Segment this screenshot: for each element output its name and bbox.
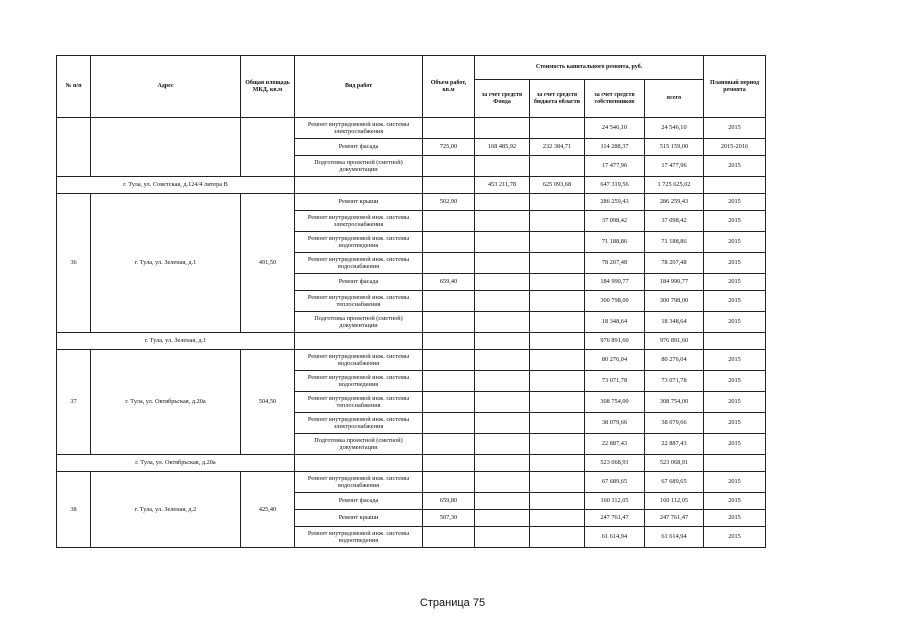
cell-fund xyxy=(475,211,530,232)
cell-owners: 17 477,96 xyxy=(585,156,645,177)
cell-region xyxy=(530,291,585,312)
cell-period: 2015 xyxy=(704,413,766,434)
cell-region: 232 384,71 xyxy=(530,139,585,156)
cell-work: Ремонт внутридомовой инж. системы теплоснабжения xyxy=(295,392,423,413)
cell-area xyxy=(241,118,295,177)
cell-work: Ремонт внутридомовой инж. системы электроснабжения xyxy=(295,413,423,434)
cell-period: 2015 xyxy=(704,350,766,371)
total-total: 1 725 625,02 xyxy=(645,177,704,194)
cell-owners: 300 798,00 xyxy=(585,291,645,312)
cell-fund xyxy=(475,274,530,291)
cell-period: 2015 xyxy=(704,527,766,548)
cell-address xyxy=(91,118,241,177)
cell-volume xyxy=(423,177,475,194)
cell-period: 2015 xyxy=(704,232,766,253)
cell-work: Ремонт внутридомовой инж. системы водоснабжения xyxy=(295,350,423,371)
total-owners: 976 891,60 xyxy=(585,333,645,350)
cell-work xyxy=(295,177,423,194)
cell-volume xyxy=(423,232,475,253)
cell-period: 2015 xyxy=(704,253,766,274)
cell-fund xyxy=(475,392,530,413)
cell-work: Ремонт внутридомовой инж. системы водоснабжения xyxy=(295,472,423,493)
cell-volume xyxy=(423,413,475,434)
cell-volume xyxy=(423,350,475,371)
cell-fund xyxy=(475,371,530,392)
cell-region xyxy=(530,434,585,455)
cell-address: г. Тула, ул. Октябрьская, д.20а xyxy=(91,350,241,455)
cell-region xyxy=(530,527,585,548)
cell-total: 308 754,00 xyxy=(645,392,704,413)
cell-work: Подготовка проектной (сметной) документации xyxy=(295,434,423,455)
cell-work: Ремонт внутридомовой инж. системы электроснабжения xyxy=(295,211,423,232)
cell-owners: 114 288,37 xyxy=(585,139,645,156)
cell-volume xyxy=(423,472,475,493)
cell-work: Ремонт фасада xyxy=(295,139,423,156)
cell-region xyxy=(530,211,585,232)
cell-total: 300 798,00 xyxy=(645,291,704,312)
header-fund: за счет средств Фонда xyxy=(475,80,530,118)
cell-owners: 24 546,10 xyxy=(585,118,645,139)
cell-volume xyxy=(423,527,475,548)
cell-fund xyxy=(475,194,530,211)
cell-region xyxy=(530,253,585,274)
cell-period: 2015 xyxy=(704,312,766,333)
total-fund xyxy=(475,333,530,350)
cell-period: 2015 xyxy=(704,211,766,232)
cell-owners: 247 761,47 xyxy=(585,510,645,527)
total-fund xyxy=(475,455,530,472)
cell-region xyxy=(530,194,585,211)
cell-fund xyxy=(475,156,530,177)
page-number: Страница 75 xyxy=(419,597,486,609)
cell-work: Ремонт внутридомовой инж. системы водоотведения xyxy=(295,232,423,253)
cell-total: 73 071,78 xyxy=(645,371,704,392)
cell-work: Ремонт фасада xyxy=(295,493,423,510)
cell-fund xyxy=(475,472,530,493)
cell-period: 2015 xyxy=(704,472,766,493)
cell-period: 2015 xyxy=(704,118,766,139)
cell-owners: 73 071,78 xyxy=(585,371,645,392)
total-region xyxy=(530,333,585,350)
cell-total: 24 546,10 xyxy=(645,118,704,139)
total-fund: 453 211,78 xyxy=(475,177,530,194)
cell-period: 2015 xyxy=(704,156,766,177)
cell-total: 67 689,65 xyxy=(645,472,704,493)
table-row xyxy=(57,194,766,211)
cell-work xyxy=(295,333,423,350)
cell-owners: 18 348,64 xyxy=(585,312,645,333)
cell-work: Ремонт фасада xyxy=(295,274,423,291)
table-header-row xyxy=(57,56,766,80)
total-owners: 647 319,56 xyxy=(585,177,645,194)
cell-period: 2015 xyxy=(704,510,766,527)
cell-volume xyxy=(423,333,475,350)
cell-region xyxy=(530,413,585,434)
cell-fund xyxy=(475,434,530,455)
cell-total: 61 614,94 xyxy=(645,527,704,548)
total-row xyxy=(57,333,766,350)
cell-owners: 37 098,42 xyxy=(585,211,645,232)
cell-work xyxy=(295,455,423,472)
cell-total: 160 112,05 xyxy=(645,493,704,510)
cell-volume xyxy=(423,312,475,333)
total-region: 625 093,68 xyxy=(530,177,585,194)
cell-region xyxy=(530,118,585,139)
cell-owners: 184 990,77 xyxy=(585,274,645,291)
cell-owners: 80 276,04 xyxy=(585,350,645,371)
cell-region xyxy=(530,392,585,413)
cell-num xyxy=(57,118,91,177)
cell-volume xyxy=(423,392,475,413)
cell-region xyxy=(530,274,585,291)
cell-work: Подготовка проектной (сметной) документации xyxy=(295,156,423,177)
cell-volume: 659,80 xyxy=(423,493,475,510)
total-address: г. Тула, ул. Зеленая, д.1 xyxy=(57,333,295,350)
cell-work: Ремонт внутридомовой инж. системы электроснабжения xyxy=(295,118,423,139)
cell-region xyxy=(530,493,585,510)
cell-period xyxy=(704,333,766,350)
capital-repair-table xyxy=(56,55,766,548)
cell-owners: 38 079,66 xyxy=(585,413,645,434)
cell-work: Ремонт внутридомовой инж. системы водоотведения xyxy=(295,527,423,548)
cell-work: Подготовка проектной (сметной) документации xyxy=(295,312,423,333)
cell-fund xyxy=(475,291,530,312)
cell-address: г. Тула, ул. Зеленая, д.2 xyxy=(91,472,241,548)
cell-total: 184 990,77 xyxy=(645,274,704,291)
total-total: 976 891,60 xyxy=(645,333,704,350)
cell-total: 247 761,47 xyxy=(645,510,704,527)
cell-region xyxy=(530,350,585,371)
cell-num: 37 xyxy=(57,350,91,455)
cell-volume: 502,90 xyxy=(423,194,475,211)
cell-volume xyxy=(423,455,475,472)
cell-fund xyxy=(475,253,530,274)
cell-period: 2015 xyxy=(704,371,766,392)
cell-period: 2015 xyxy=(704,274,766,291)
cell-total: 18 348,64 xyxy=(645,312,704,333)
cell-region xyxy=(530,156,585,177)
cell-num: 38 xyxy=(57,472,91,548)
cell-period: 2015 xyxy=(704,392,766,413)
table-row xyxy=(57,350,766,371)
cell-volume: 507,30 xyxy=(423,510,475,527)
cell-volume: 659,40 xyxy=(423,274,475,291)
cell-region xyxy=(530,510,585,527)
cell-fund xyxy=(475,493,530,510)
total-owners: 523 068,91 xyxy=(585,455,645,472)
cell-period xyxy=(704,455,766,472)
cell-fund xyxy=(475,118,530,139)
cell-owners: 22 887,43 xyxy=(585,434,645,455)
cell-area: 504,50 xyxy=(241,350,295,455)
cell-period: 2015 xyxy=(704,434,766,455)
cell-total: 515 159,00 xyxy=(645,139,704,156)
header-cost-group: Стоимость капитального ремонта, руб. xyxy=(475,56,704,80)
table-row xyxy=(57,118,766,139)
cell-owners: 67 689,65 xyxy=(585,472,645,493)
header-work: Вид работ xyxy=(295,56,423,118)
cell-address: г. Тула, ул. Зеленая, д.1 xyxy=(91,194,241,333)
cell-fund: 168 485,92 xyxy=(475,139,530,156)
total-total: 523 068,91 xyxy=(645,455,704,472)
header-num: № п/п xyxy=(57,56,91,118)
cell-area: 425,40 xyxy=(241,472,295,548)
cell-region xyxy=(530,232,585,253)
cell-owners: 78 207,48 xyxy=(585,253,645,274)
header-owners: за счет средств собственников xyxy=(585,80,645,118)
total-row xyxy=(57,455,766,472)
cell-work: Ремонт внутридомовой инж. системы водоснабжения xyxy=(295,253,423,274)
cell-period: 2015 xyxy=(704,194,766,211)
cell-fund xyxy=(475,312,530,333)
cell-volume xyxy=(423,434,475,455)
cell-period: 2015-2016 xyxy=(704,139,766,156)
cell-period: 2015 xyxy=(704,493,766,510)
cell-work: Ремонт внутридомовой инж. системы водоотведения xyxy=(295,371,423,392)
table-row xyxy=(57,472,766,493)
header-period: Плановый период ремонта xyxy=(704,56,766,118)
header-region: за счет средств бюджета области xyxy=(530,80,585,118)
cell-area: 491,50 xyxy=(241,194,295,333)
cell-owners: 61 614,94 xyxy=(585,527,645,548)
cell-volume xyxy=(423,118,475,139)
cell-fund xyxy=(475,350,530,371)
cell-total: 37 098,42 xyxy=(645,211,704,232)
cell-volume xyxy=(423,211,475,232)
cell-fund xyxy=(475,413,530,434)
cell-volume xyxy=(423,253,475,274)
header-volume: Объем работ, кв.м xyxy=(423,56,475,118)
cell-total: 80 276,04 xyxy=(645,350,704,371)
cell-owners: 160 112,05 xyxy=(585,493,645,510)
cell-fund xyxy=(475,510,530,527)
cell-total: 78 207,48 xyxy=(645,253,704,274)
cell-period: 2015 xyxy=(704,291,766,312)
cell-region xyxy=(530,472,585,493)
header-address: Адрес xyxy=(91,56,241,118)
cell-total: 286 259,43 xyxy=(645,194,704,211)
cell-period xyxy=(704,177,766,194)
cell-owners: 71 188,86 xyxy=(585,232,645,253)
cell-fund xyxy=(475,232,530,253)
cell-volume xyxy=(423,156,475,177)
cell-volume xyxy=(423,291,475,312)
cell-fund xyxy=(475,527,530,548)
cell-region xyxy=(530,312,585,333)
cell-owners: 308 754,00 xyxy=(585,392,645,413)
header-area: Общая площадь МКД, кв.м xyxy=(241,56,295,118)
cell-total: 17 477,96 xyxy=(645,156,704,177)
cell-volume xyxy=(423,371,475,392)
cell-num: 36 xyxy=(57,194,91,333)
cell-work: Ремонт крыши xyxy=(295,194,423,211)
cell-work: Ремонт внутридомовой инж. системы теплоснабжения xyxy=(295,291,423,312)
total-row xyxy=(57,177,766,194)
header-total: всего xyxy=(645,80,704,118)
total-address: г. Тула, ул. Советская, д.124/4 литера В xyxy=(57,177,295,194)
cell-total: 71 188,86 xyxy=(645,232,704,253)
total-address: г. Тула, ул. Октябрьская, д.20а xyxy=(57,455,295,472)
cell-owners: 286 259,43 xyxy=(585,194,645,211)
cell-total: 22 887,43 xyxy=(645,434,704,455)
cell-total: 38 079,66 xyxy=(645,413,704,434)
cell-work: Ремонт крыши xyxy=(295,510,423,527)
total-region xyxy=(530,455,585,472)
cell-region xyxy=(530,371,585,392)
cell-volume: 725,00 xyxy=(423,139,475,156)
